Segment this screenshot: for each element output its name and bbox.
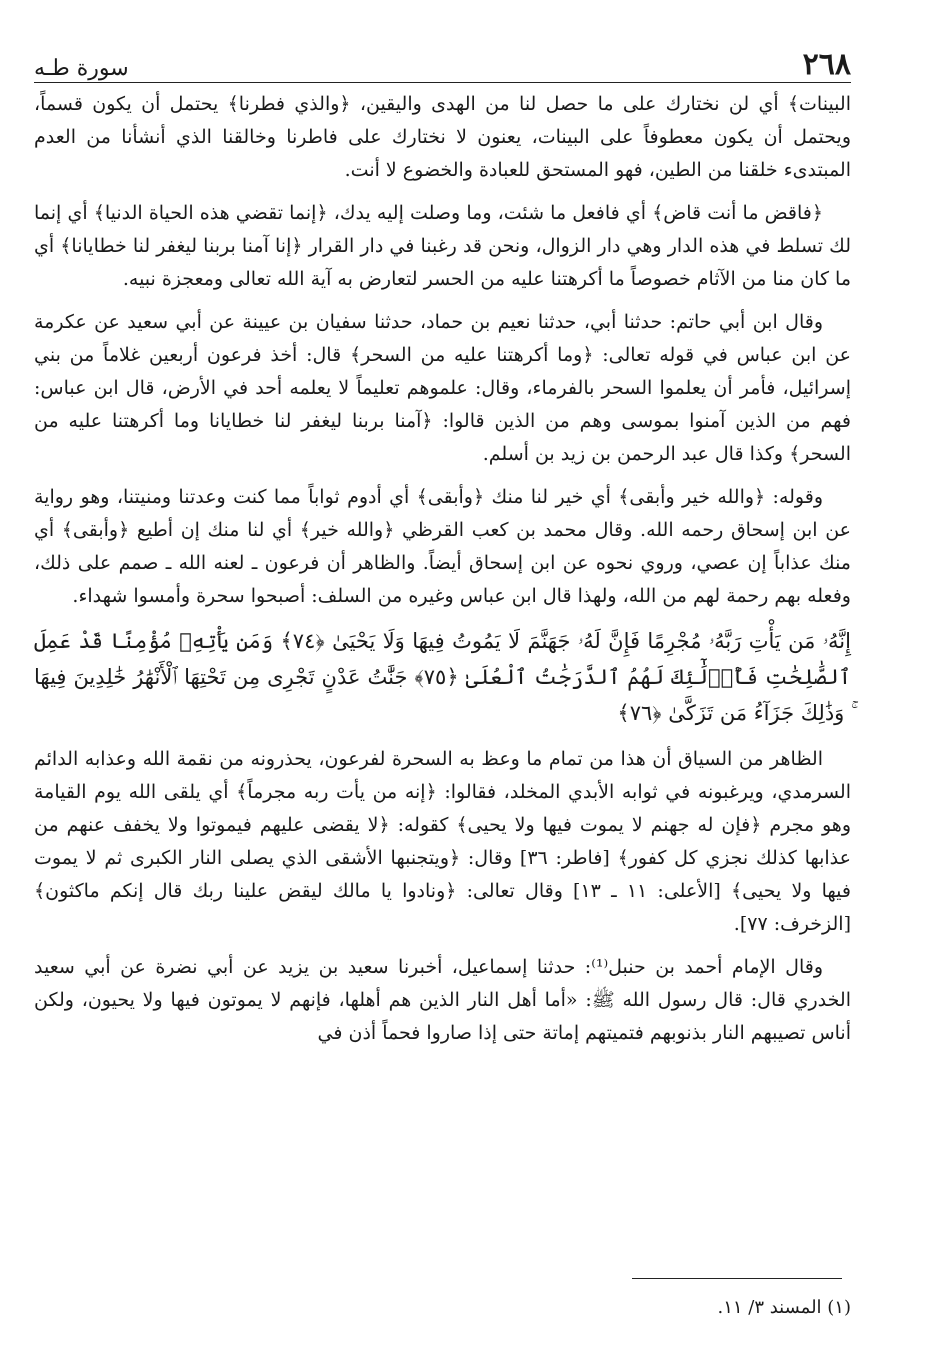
paragraph: وقال ابن أبي حاتم: حدثنا أبي، حدثنا نعيم بن حماد، حدثنا سفيان بن عيينة عن أبي سعيد عن عكرمة عن ابن عباس في قوله تعالى: ﴿وما أكرهتنا عليه من السحر﴾ قال: أخذ فرعون أربعين غلاماً من بني إسرائيل، فأمر أن يعلموا السحر بالفرماء، وقال: علموهم تعليماً لا يعلمه أحد في الأرض، قال ابن عباس: فهم من الذين آمنوا بموسى وهم من الذين قالوا: ﴿آمنا بربنا ليغفر لنا خطايانا وما أكرهتنا عليه من السحر﴾ وكذا قال عبد الرحمن بن زيد بن أسلم. xyxy=(34,311,851,465)
paragraph: وقال الإمام أحمد بن حنبل⁽¹⁾: حدثنا إسماعيل، أخبرنا سعيد بن يزيد عن أبي نضرة عن أبي سعيد الخدري قال: قال رسول الله ﷺ: «أما أهل النار الذين هم أهلها، فإنهم لا يموتون فيها ولا يحيون، ولكن أناس تصيبهم النار بذنوبهم فتميتهم إماتة حتى إذا صاروا فحماً أذن في xyxy=(34,956,851,1044)
paragraph: وقوله: ﴿والله خير وأبقى﴾ أي خير لنا منك ﴿وأبقى﴾ أي أدوم ثواباً مما كنت وعدتنا ومنيتنا، وهو رواية عن ابن إسحاق رحمه الله. وقال محمد بن كعب القرظي ﴿والله خير﴾ أي لنا منك إن أطيع ﴿وأبقى﴾ أي منك عذاباً إن عصي، وروي نحوه عن ابن إسحاق أيضاً. والظاهر أن فرعون ـ لعنه الله ـ صمم على ذلك، وفعله بهم رحمة لهم من الله، ولهذا قال ابن عباس وغيره من السلف: أصبحوا سحرة وأمسوا شهداء. xyxy=(34,486,851,607)
page-number: ٢٦٨ xyxy=(802,47,851,82)
quran-verses: إِنَّهُۥ مَن يَأْتِ رَبَّهُۥ مُجْرِمًا فَإِنَّ لَهُۥ جَهَنَّمَ لَا يَمُوتُ فِيهَا وَلَا يَحْيَىٰ ﴿٧٤﴾ وَمَن يَأْتِهِۦ مُؤْمِنًا قَدْ عَمِلَ ٱلصَّٰلِحَٰتِ فَأُو۟لَٰٓئِكَ لَهُمُ ٱلدَّرَجَٰتُ ٱلْعُلَىٰ ﴿٧٥﴾ جَنَّٰتُ عَدْنٍ تَجْرِى مِن تَحْتِهَا ٱلْأَنْهَٰرُ خَٰلِدِينَ فِيهَا ۚ وَذَٰلِكَ جَزَآءُ مَن تَزَكَّىٰ ﴿٧٦﴾ xyxy=(34,629,851,725)
header-divider xyxy=(34,82,851,83)
paragraph: البينات﴾ أي لن نختارك على ما حصل لنا من الهدى واليقين، ﴿والذي فطرنا﴾ يحتمل أن يكون قسماً، ويحتمل أن يكون معطوفاً على البينات، يعنون لا نختارك على فاطرنا وخالقنا الذي أنشأنا من العدم المبتدىء خلقنا من الطين، فهو المستحق للعبادة والخضوع لا أنت. xyxy=(34,93,851,181)
paragraph: الظاهر من السياق أن هذا من تمام ما وعظ به السحرة لفرعون، يحذرونه من نقمة الله وعذابه الدائم السرمدي، ويرغبونه في ثوابه الأبدي المخلد، فقالوا: ﴿إنه من يأت ربه مجرماً﴾ أي يلقى الله يوم القيامة وهو مجرم ﴿فإن له جهنم لا يموت فيها ولا يحيى﴾ كقوله: ﴿لا يقضى عليهم فيموتوا ولا يخفف عنهم من عذابها كذلك نجزي كل كفور﴾ [فاطر: ٣٦] وقال: ﴿ويتجنبها الأشقى الذي يصلى النار الكبرى ثم لا يموت فيها ولا يحيى﴾ [الأعلى: ١١ ـ ١٣] وقال تعالى: ﴿ونادوا يا مالك ليقض علينا ربك قال إنكم ماكثون﴾ [الزخرف: ٧٧]. xyxy=(34,748,851,935)
footnote-divider xyxy=(632,1278,842,1279)
footnote: (١) المسند ٣/ ١١. xyxy=(717,1297,851,1318)
page-body xyxy=(34,88,851,1060)
surah-name: سورة طـه xyxy=(34,56,129,81)
page-header xyxy=(34,44,851,80)
paragraph: ﴿فاقض ما أنت قاض﴾ أي فافعل ما شئت، وما وصلت إليه يدك، ﴿إنما تقضي هذه الحياة الدنيا﴾ أي إنما لك تسلط في هذه الدار وهي دار الزوال، ونحن قد رغبنا في دار القرار ﴿إنا آمنا بربنا ليغفر لنا خطايانا﴾ أي ما كان منا من الآثام خصوصاً ما أكرهتنا عليه من الحسر لتعارض به آية الله تعالى ومعجزة نبيه. xyxy=(34,202,851,290)
